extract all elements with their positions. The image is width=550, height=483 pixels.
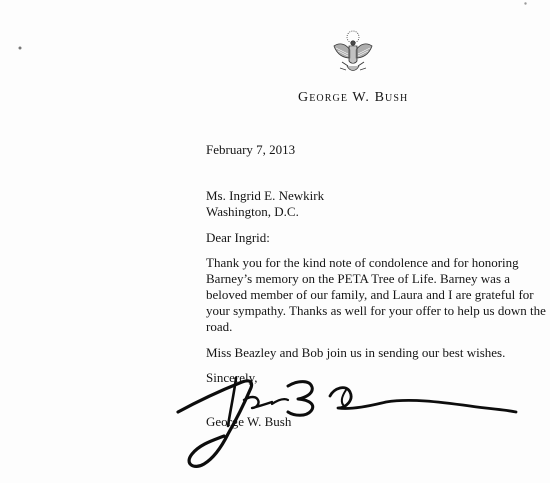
handwritten-signature bbox=[170, 360, 530, 475]
body-line: beloved member of our family, and Laura and I are grateful for bbox=[206, 287, 534, 302]
closing-paragraph: Miss Beazley and Bob join us in sending our best wishes. bbox=[206, 345, 506, 360]
signoff: Sincerely, bbox=[206, 370, 258, 385]
signer-name: George W. Bush bbox=[206, 414, 292, 429]
body-line: road. bbox=[206, 319, 233, 334]
recipient-location: Washington, D.C. bbox=[206, 204, 299, 219]
body-line: your sympathy. Thanks as well for your offer to help us down the bbox=[206, 303, 546, 318]
body-line: Thank you for the kind note of condolence and for honoring bbox=[206, 255, 519, 270]
body-line: Barney’s memory on the PETA Tree of Life. Barney was a bbox=[206, 271, 511, 286]
scan-speck bbox=[524, 2, 527, 5]
salutation: Dear Ingrid: bbox=[206, 230, 270, 245]
presidential-eagle-seal-icon bbox=[328, 28, 378, 78]
scan-speck bbox=[18, 46, 22, 50]
recipient-name: Ms. Ingrid E. Newkirk bbox=[206, 188, 325, 203]
letter-date: February 7, 2013 bbox=[206, 142, 296, 157]
letterhead-name: George W. Bush bbox=[298, 90, 409, 105]
